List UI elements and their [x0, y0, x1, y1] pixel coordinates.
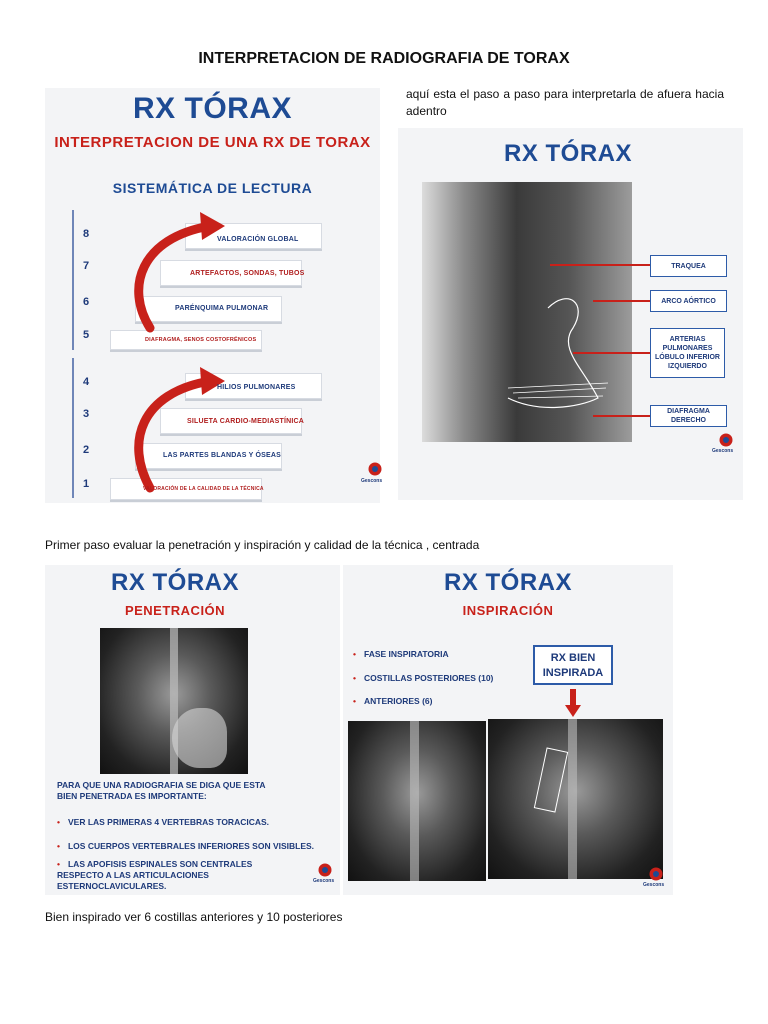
gescons-logo-icon — [648, 867, 664, 881]
gescons-logo-text: Gescons — [712, 448, 734, 454]
slide-sistematica — [45, 88, 383, 503]
gescons-logo-icon — [367, 462, 383, 476]
penetracion-intro: PARA QUE UNA RADIOGRAFIA SE DIGA QUE ESTA BIEN PENETRADA ES IMPORTANTE: — [57, 780, 266, 801]
step-text: HILIOS PULMONARES — [217, 384, 296, 391]
slide3-title: RX TÓRAX — [110, 569, 239, 596]
gescons-logo-text: Gescons — [361, 478, 383, 484]
step-text: LAS PARTES BLANDAS Y ÓSEAS — [163, 452, 281, 459]
step-number: 6 — [83, 296, 90, 308]
slide1-section: SISTEMÁTICA DE LECTURA — [112, 180, 313, 196]
slide3-subtitle: PENETRACIÓN — [124, 603, 226, 618]
step-text: VALORACIÓN GLOBAL — [217, 236, 299, 243]
arrow-down-icon — [565, 689, 581, 719]
label-arterias-pulmonares: ARTERIAS PULMONARES LÓBULO INFERIOR IZQUIERDO — [650, 328, 725, 378]
ruler-line — [72, 358, 74, 498]
slide-rx-lateral — [398, 128, 743, 500]
gescons-logo-text: Gescons — [643, 882, 665, 888]
pa-xray-bien-inspirada — [488, 719, 663, 879]
penetracion-bullet: • LOS CUERPOS VERTEBRALES INFERIORES SON VISIBLES. — [57, 841, 315, 851]
arrow-diafragma — [593, 415, 650, 417]
intro-paragraph: aquí esta el paso a paso para interpretarla de afuera hacia adentro — [406, 87, 724, 118]
inspiracion-bullet: • ANTERIORES (6) — [353, 696, 433, 706]
step-number: 1 — [83, 478, 90, 490]
step-number: 4 — [83, 376, 90, 388]
slide1-subtitle: INTERPRETACION DE UNA RX DE TORAX — [54, 134, 371, 151]
label-arco-aortico: ARCO AÓRTICO — [650, 290, 727, 312]
slide2-title: RX TÓRAX — [503, 140, 632, 167]
footer-paragraph: Bien inspirado ver 6 costillas anteriores y 10 posteriores — [45, 910, 343, 924]
xray-outline-overlay — [488, 288, 638, 428]
arrow-arterias — [573, 352, 650, 354]
step-text: DIAFRAGMA, SENOS COSTOFRÉNICOS — [145, 337, 257, 343]
step1-paragraph: Primer paso evaluar la penetración y inspiración y calidad de la técnica , centrada — [45, 538, 480, 552]
slide4-title: RX TÓRAX — [443, 569, 572, 596]
step-text: PARÉNQUIMA PULMONAR — [175, 305, 269, 312]
document-title: INTERPRETACION DE RADIOGRAFIA DE TORAX — [198, 50, 570, 67]
callout-rx-bien-inspirada: RX BIEN INSPIRADA — [533, 645, 613, 685]
step-number: 7 — [83, 260, 90, 272]
arrow-arco-aortico — [593, 300, 650, 302]
step-number: 5 — [83, 329, 90, 341]
slide4-subtitle: INSPIRACIÓN — [462, 603, 554, 618]
inspiracion-bullet: • COSTILLAS POSTERIORES (10) — [353, 673, 494, 683]
curved-arrow-lower-icon — [120, 363, 230, 493]
slide1-title: RX TÓRAX — [132, 92, 292, 125]
slide-inspiracion — [343, 565, 673, 895]
pa-xray-penetracion — [100, 628, 248, 774]
step-text: VALORACIÓN DE LA CALIDAD DE LA TÉCNICA — [143, 486, 264, 492]
gescons-logo-text: Gescons — [313, 878, 335, 884]
gescons-logo-icon — [718, 433, 734, 447]
penetracion-bullet: • LAS APOFISIS ESPINALES SON CENTRALES RESPECTO A LAS ARTICULACIONES ESTERNOCLAVICULARES. — [57, 859, 253, 891]
step-number: 2 — [83, 444, 90, 456]
slide-penetracion — [45, 565, 340, 895]
step-number: 8 — [83, 228, 90, 240]
label-traquea: TRAQUEA — [650, 255, 727, 277]
step-text: ARTEFACTOS, SONDAS, TUBOS — [190, 270, 305, 277]
inspiracion-bullet: • FASE INSPIRATORIA — [353, 649, 449, 659]
ruler-line — [72, 210, 74, 350]
pa-xray-espiracion — [348, 721, 486, 881]
step-number: 3 — [83, 408, 90, 420]
gescons-logo-icon — [317, 863, 333, 877]
penetracion-bullet: • VER LAS PRIMERAS 4 VERTEBRAS TORACICAS. — [57, 817, 270, 827]
step-text: SILUETA CARDIO-MEDIASTÍNICA — [187, 418, 305, 425]
arrow-traquea — [550, 264, 650, 266]
label-diafragma-derecho: DIAFRAGMA DERECHO — [650, 405, 727, 427]
